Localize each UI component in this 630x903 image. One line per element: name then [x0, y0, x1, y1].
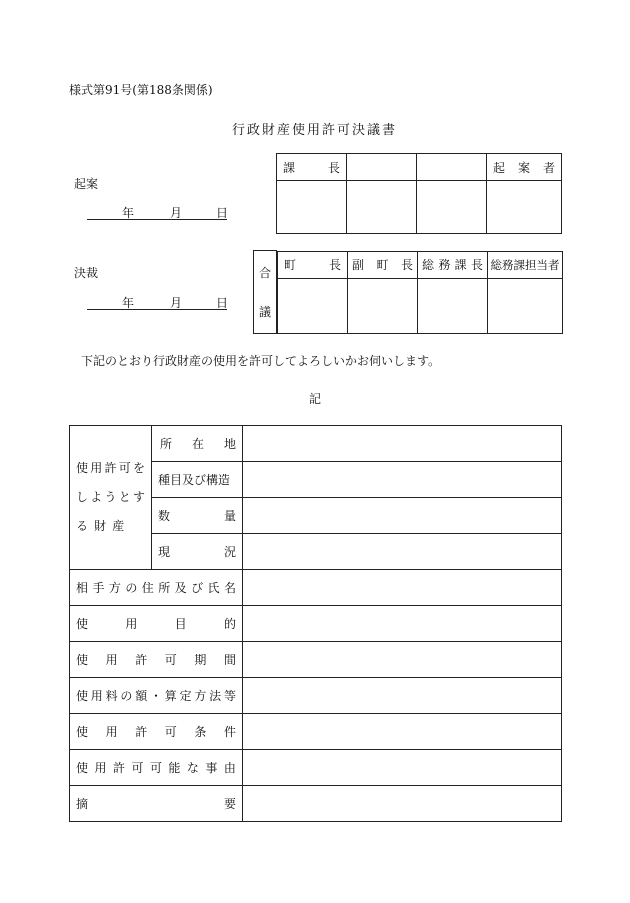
property-item-shumoku: 種目及び構造	[152, 462, 243, 498]
approval-stamp-cell-3[interactable]	[417, 181, 487, 234]
fukuchocho-label: 副 町 長	[352, 258, 413, 272]
property-group-cell	[70, 426, 152, 570]
kacho-header	[277, 154, 347, 181]
request-text: 下記のとおり行政財産の使用を許可してよろしいかお伺いします。	[81, 354, 441, 368]
chocho-stamp-cell[interactable]	[278, 278, 348, 333]
row-joken	[70, 714, 243, 750]
gogi-header-fukuchocho	[348, 251, 418, 278]
somukacho-label: 総 務 課 長	[422, 258, 483, 272]
genkyo-label: 現 況	[158, 545, 236, 559]
property-item-shozaichi	[152, 426, 243, 462]
gogi-inner	[277, 251, 562, 334]
gogi-header-tantosha: 総務課担当者	[488, 251, 563, 278]
kiansha-header	[487, 154, 562, 181]
kian-year: 年	[122, 206, 135, 220]
kian-month: 月	[170, 206, 183, 220]
kian-label: 起案	[74, 177, 99, 191]
form-number: 様式第91号(第188条関係)	[69, 83, 213, 97]
joken-label: 使 用 許 可 条 件	[76, 725, 236, 739]
row-shiyoryo	[70, 678, 243, 714]
gogi-label-cell	[254, 251, 277, 334]
suryo-value[interactable]	[243, 498, 562, 534]
kian-date-line	[87, 219, 227, 220]
aitekata-label: 相 手 方 の 住 所 及 び 氏 名	[76, 581, 236, 595]
tekiyo-value[interactable]	[243, 786, 562, 822]
jiyu-value[interactable]	[243, 750, 562, 786]
approval-stamp-cell-2[interactable]	[347, 181, 417, 234]
approval-blank-header-2	[417, 154, 487, 181]
property-group-line-2: し よ う と す	[76, 490, 145, 504]
gogi-header-chocho	[278, 251, 348, 278]
kacho-label: 課 長	[283, 160, 340, 175]
gogi-inner-table	[277, 251, 563, 334]
jiyu-label: 使 用 許 可 可 能 な 事 由	[76, 761, 236, 775]
kiansha-stamp-cell[interactable]	[487, 181, 562, 234]
gogi-header-somukacho	[418, 251, 488, 278]
property-group-line-3: る 財 産	[76, 519, 125, 533]
kessai-label: 決裁	[74, 266, 99, 280]
chocho-label: 町 長	[284, 258, 341, 272]
row-tekiyo	[70, 786, 243, 822]
property-item-suryo	[152, 498, 243, 534]
mokuteki-label: 使 用 目 的	[76, 617, 236, 631]
genkyo-value[interactable]	[243, 534, 562, 570]
kacho-stamp-cell[interactable]	[277, 181, 347, 234]
kessai-date-line	[87, 309, 227, 310]
property-group-line-1: 使 用 許 可 を	[76, 461, 145, 475]
ki-label: 記	[309, 392, 322, 406]
row-jiyu	[70, 750, 243, 786]
row-mokuteki	[70, 606, 243, 642]
shozaichi-value[interactable]	[243, 426, 562, 462]
row-aitekata	[70, 570, 243, 606]
gogi-label-1: 合	[258, 266, 271, 280]
kikan-label: 使 用 許 可 期 間	[76, 653, 236, 667]
kiansha-label: 起 案 者	[493, 160, 555, 175]
shozaichi-label: 所 在 地	[160, 437, 236, 451]
tekiyo-label: 摘 要	[76, 797, 236, 811]
suryo-label: 数 量	[158, 509, 236, 523]
detail-table	[69, 425, 562, 822]
tantosha-stamp-cell[interactable]	[488, 278, 563, 333]
property-item-genkyo	[152, 534, 243, 570]
kessai-month: 月	[170, 296, 183, 310]
somukacho-stamp-cell[interactable]	[418, 278, 488, 333]
gogi-table	[253, 250, 562, 334]
kessai-day: 日	[216, 296, 229, 310]
fukuchocho-stamp-cell[interactable]	[348, 278, 418, 333]
shumoku-value[interactable]	[243, 462, 562, 498]
kian-day: 日	[216, 206, 229, 220]
kessai-year: 年	[122, 296, 135, 310]
joken-value[interactable]	[243, 714, 562, 750]
row-kikan	[70, 642, 243, 678]
gogi-label-2: 議	[258, 305, 271, 319]
mokuteki-value[interactable]	[243, 606, 562, 642]
approval-table	[276, 153, 562, 234]
approval-blank-header-1	[347, 154, 417, 181]
aitekata-value[interactable]	[243, 570, 562, 606]
kikan-value[interactable]	[243, 642, 562, 678]
document-title: 行政財産使用許可決議書	[232, 123, 398, 138]
shiyoryo-label: 使 用 料 の 額 ・ 算 定 方 法 等	[76, 689, 236, 703]
shiyoryo-value[interactable]	[243, 678, 562, 714]
